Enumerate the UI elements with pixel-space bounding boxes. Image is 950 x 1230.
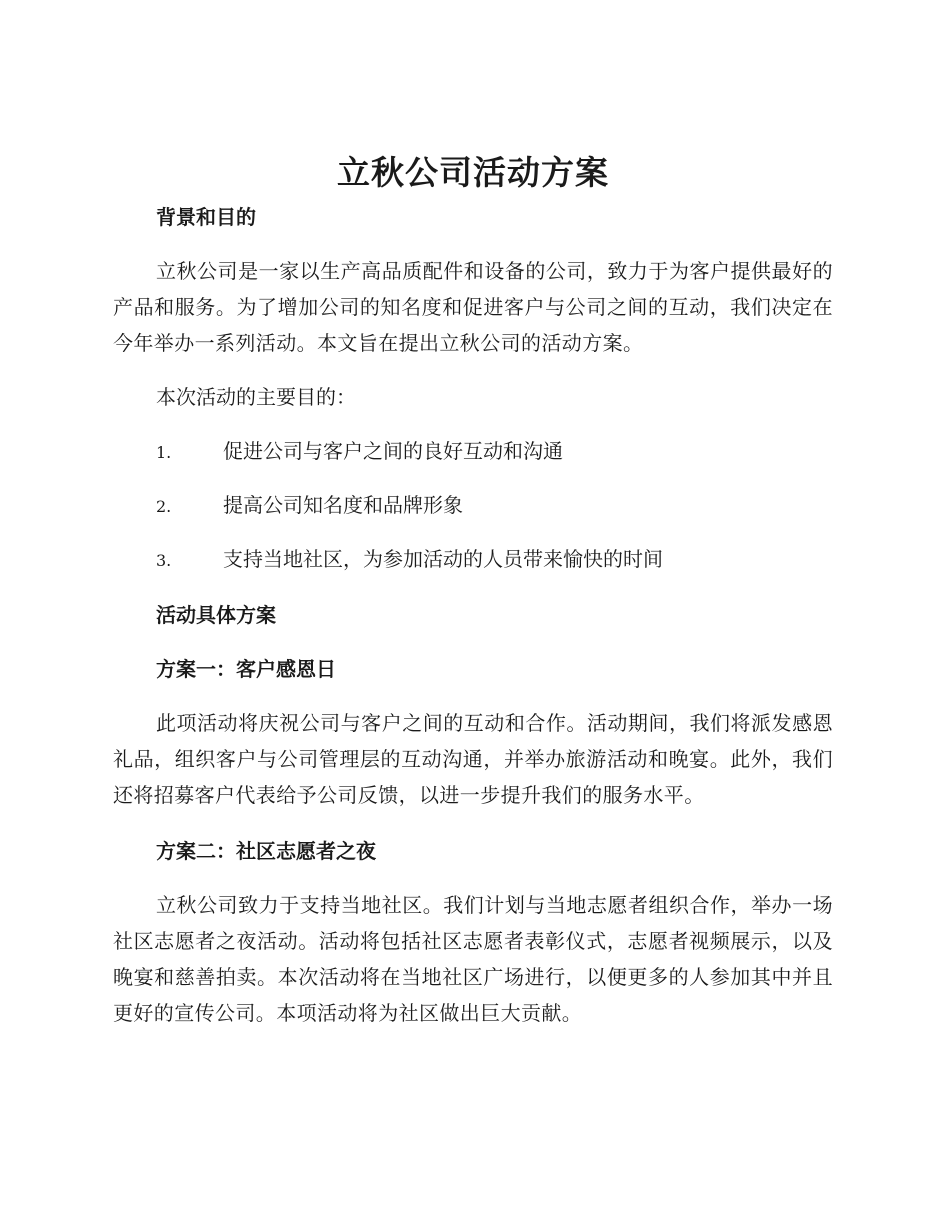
document-content (113, 148, 833, 1031)
section-heading-plans: 活动具体方案 (156, 603, 276, 627)
document-title: 立秋公司活动方案 (337, 153, 609, 192)
purpose-intro: 本次活动的主要目的： (156, 385, 356, 409)
plan1-paragraph: 此项活动将庆祝公司与客户之间的互动和合作。活动期间，我们将派发感恩礼品，组织客户与公司管理层的互动沟通，并举办旅游活动和晚宴。此外，我们还将招募客户代表给予公司反馈，以进一步提升我们的服务水平。 (113, 711, 833, 807)
list-item-text: 提高公司知名度和品牌形象 (223, 493, 463, 517)
list-item-text: 支持当地社区，为参加活动的人员带来愉快的时间 (223, 547, 663, 571)
list-item-number: 3. (156, 551, 172, 570)
plan1-heading: 方案一：客户感恩日 (156, 657, 336, 681)
purpose-list (113, 436, 833, 574)
list-item-text: 促进公司与客户之间的良好互动和沟通 (223, 439, 563, 463)
list-item-number: 1. (156, 443, 172, 462)
list-item (113, 544, 833, 574)
list-item (113, 436, 833, 466)
background-paragraph: 立秋公司是一家以生产高品质配件和设备的公司，致力于为客户提供最好的产品和服务。为了增加公司的知名度和促进客户与公司之间的互动，我们决定在今年举办一系列活动。本文旨在提出立秋公司的活动方案。 (113, 259, 833, 355)
section-heading-background: 背景和目的 (156, 205, 256, 229)
plan2-paragraph: 立秋公司致力于支持当地社区。我们计划与当地志愿者组织合作，举办一场社区志愿者之夜活动。活动将包括社区志愿者表彰仪式，志愿者视频展示，以及晚宴和慈善拍卖。本次活动将在当地社区广场进行，以便更多的人参加其中并且更好的宣传公司。本项活动将为社区做出巨大贡献。 (113, 893, 833, 1025)
plan2-heading: 方案二：社区志愿者之夜 (156, 839, 376, 863)
list-item-number: 2. (156, 497, 172, 516)
list-item (113, 490, 833, 520)
